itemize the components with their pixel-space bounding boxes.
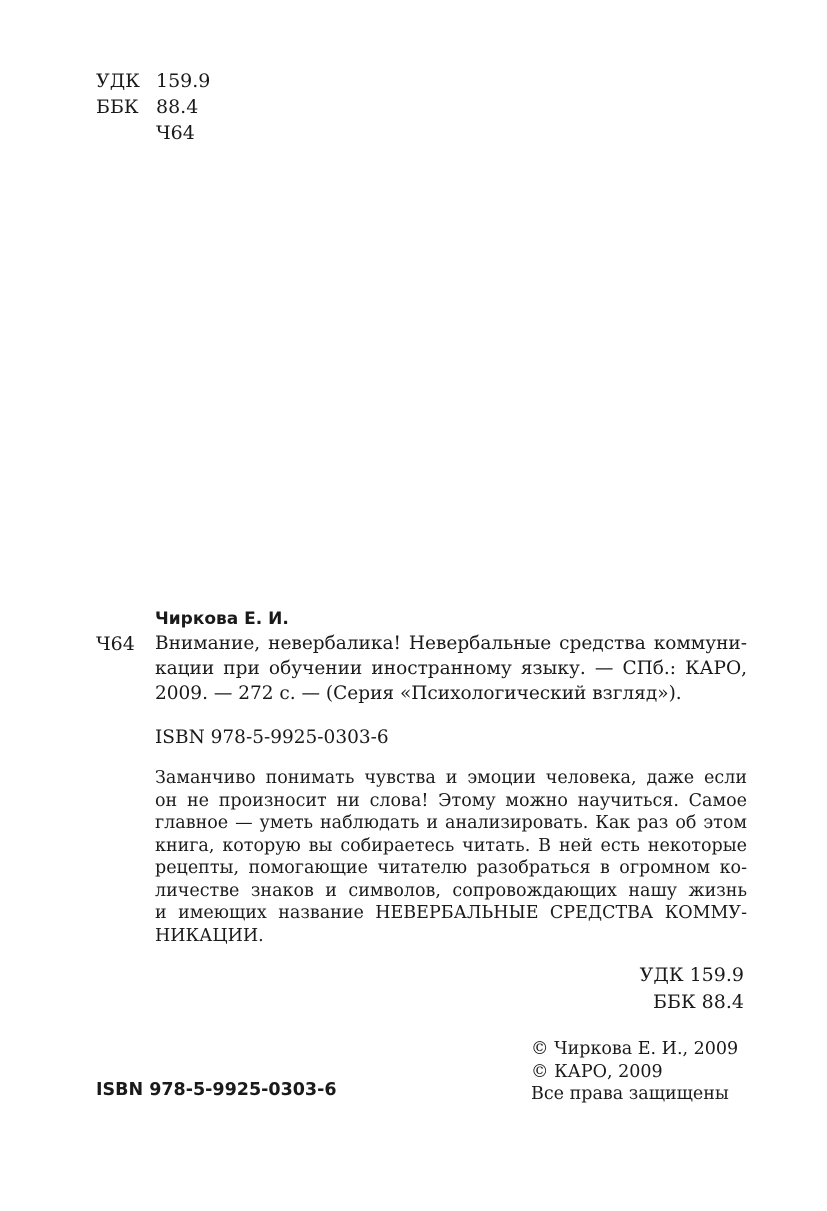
entry-isbn: ISBN 978-5-9925-0303-6 — [155, 727, 389, 748]
annotation — [155, 767, 747, 947]
annotation-line: он не произносит ни слова! Этому можно научиться. Самое — [155, 790, 747, 811]
annotation-line: Заманчиво понимать чувства и эмоции человека, даже если — [155, 768, 747, 788]
udk-row — [96, 68, 210, 94]
top-classification — [96, 68, 210, 146]
bbk-value: 88.4 — [156, 96, 199, 118]
bottom-bbk: ББК 88.4 — [653, 991, 744, 1013]
bottom-udk: УДК 159.9 — [639, 964, 744, 986]
annotation-line: НИКАЦИИ. — [155, 925, 264, 946]
cutter-row — [96, 120, 210, 146]
cutter-code: Ч64 — [156, 122, 195, 144]
rights-reserved: Все права защищены — [531, 1084, 729, 1104]
udk-value: 159.9 — [156, 70, 211, 92]
annotation-line: рецепты, помогающие читателю разобраться в огромном ко- — [155, 858, 747, 878]
bib-line: Внимание, невербалика! Невербальные средства коммуни- — [155, 633, 747, 654]
copyright-author: © Чиркова Е. И., 2009 — [531, 1039, 739, 1059]
bib-line: 2009. — 272 с. — (Серия «Психологический взгляд»). — [155, 683, 682, 704]
annotation-line: главное — уметь наблюдать и анализировать. Как раз об этом — [155, 813, 747, 833]
bottom-classification — [560, 962, 744, 1016]
entry-cutter-code: Ч64 — [96, 633, 135, 655]
bib-line: кации при обучении иностранному языку. — СПб.: КАРО, — [155, 658, 747, 679]
isbn-bottom: ISBN 978-5-9925-0303-6 — [96, 1080, 337, 1100]
copyright-publisher: © КАРО, 2009 — [531, 1061, 663, 1082]
annotation-line: и имеющих название НЕВЕРБАЛЬНЫЕ СРЕДСТВА КОММУ- — [155, 903, 747, 923]
annotation-line: личестве знаков и символов, сопровождающих нашу жизнь — [155, 880, 747, 901]
annotation-line: книга, которую вы собираетесь читать. В ней есть некоторые — [155, 835, 747, 856]
bbk-row — [96, 94, 210, 120]
udk-label: УДК — [96, 70, 140, 92]
copyright-block — [531, 1038, 738, 1106]
author-name: Чиркова Е. И. — [155, 609, 289, 629]
bbk-label: ББК — [96, 96, 139, 118]
bibliographic-description — [155, 631, 747, 706]
